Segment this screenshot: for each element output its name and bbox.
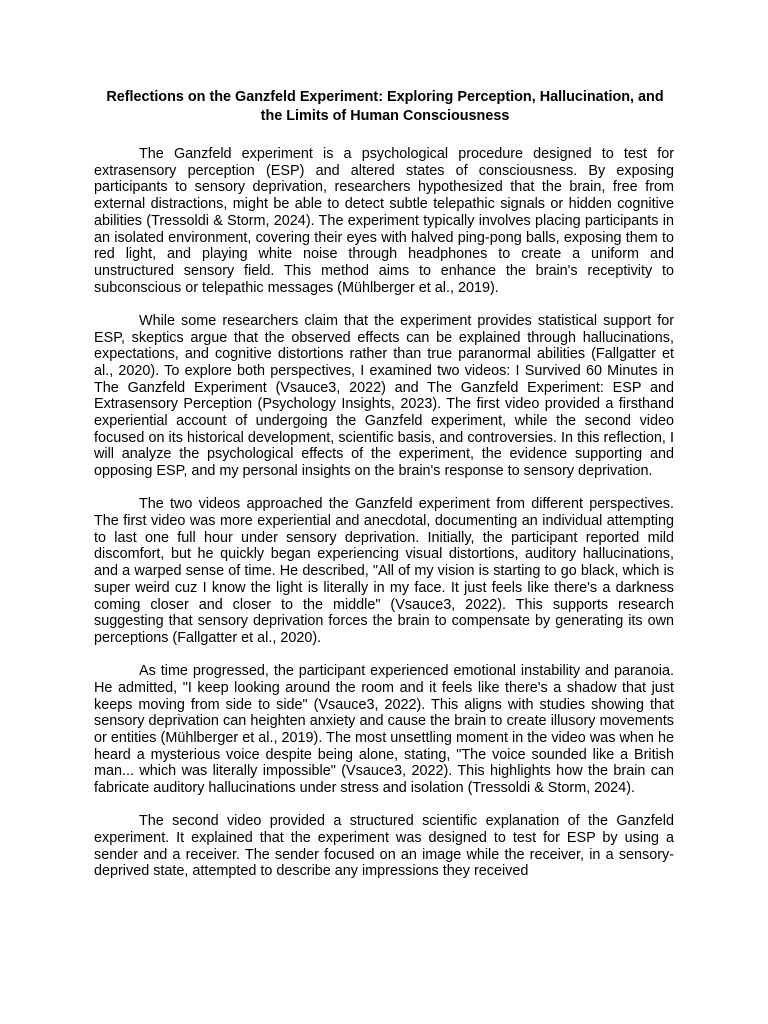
paragraph-1: The Ganzfeld experiment is a psychological procedure designed to test for extrasensory perception (ESP) and altered states of consciousness. By exposing participants to sensory deprivation, researchers hypothesized that the brain, free from external distractions, might be able to detect subtle telepathic signals or hidden cognitive abilities (Tressoldi & Storm, 2024). The experiment typically involves placing participants in an isolated environment, covering their eyes with halved ping-pong balls, exposing them to red light, and playing white noise through headphones to create a uniform and unstructured sensory field. This method aims to enhance the brain's receptivity to subconscious or telepathic messages (Mühlberger et al., 2019). — [94, 146, 674, 296]
document-body — [94, 146, 674, 897]
paragraph-4: As time progressed, the participant experienced emotional instability and paranoia. He admitted, "I keep looking around the room and it feels like there's a shadow that just keeps moving from side to side" (Vsauce3, 2022). This aligns with studies showing that sensory deprivation can heighten anxiety and cause the brain to create illusory movements or entities (Mühlberger et al., 2019). The most unsettling moment in the video was when he heard a mysterious voice despite being alone, stating, "The voice sounded like a British man... which was literally impossible" (Vsauce3, 2022). This highlights how the brain can fabricate auditory hallucinations under stress and isolation (Tressoldi & Storm, 2024). — [94, 663, 674, 797]
document-title: Reflections on the Ganzfeld Experiment: Exploring Perception, Hallucination, and the Limits of Human Consciousness — [106, 89, 664, 124]
paragraph-2: While some researchers claim that the experiment provides statistical support for ESP, skeptics argue that the observed effects can be explained through hallucinations, expectations, and cognitive distortions rather than true paranormal abilities (Fallgatter et al., 2020). To explore both perspectives, I examined two videos: I Survived 60 Minutes in The Ganzfeld Experiment (Vsauce3, 2022) and The Ganzfeld Experiment: ESP and Extrasensory Perception (Psychology Insights, 2023). The first video provided a firsthand experiential account of undergoing the Ganzfeld experiment, while the second video focused on its historical development, scientific basis, and controversies. In this reflection, I will analyze the psychological effects of the experiment, the evidence supporting and opposing ESP, and my personal insights on the brain's response to sensory deprivation. — [94, 312, 674, 480]
paragraph-5: The second video provided a structured scientific explanation of the Ganzfeld experiment. It explained that the experiment was designed to test for ESP by using a sender and a receiver. The sender focused on an image while the receiver, in a sensory-deprived state, attempted to describe any impressions they received — [94, 813, 674, 880]
paragraph-3: The two videos approached the Ganzfeld experiment from different perspectives. The first video was more experiential and anecdotal, documenting an individual attempting to last one full hour under sensory deprivation. Initially, the participant reported mild discomfort, but he quickly began experiencing visual distortions, auditory hallucinations, and a warped sense of time. He described, "All of my vision is starting to go black, which is super weird cuz I know the light is literally in my face. It just feels like there's a darkness coming closer and closer to the middle" (Vsauce3, 2022). This supports research suggesting that sensory deprivation forces the brain to compensate by generating its own perceptions (Fallgatter et al., 2020). — [94, 496, 674, 646]
